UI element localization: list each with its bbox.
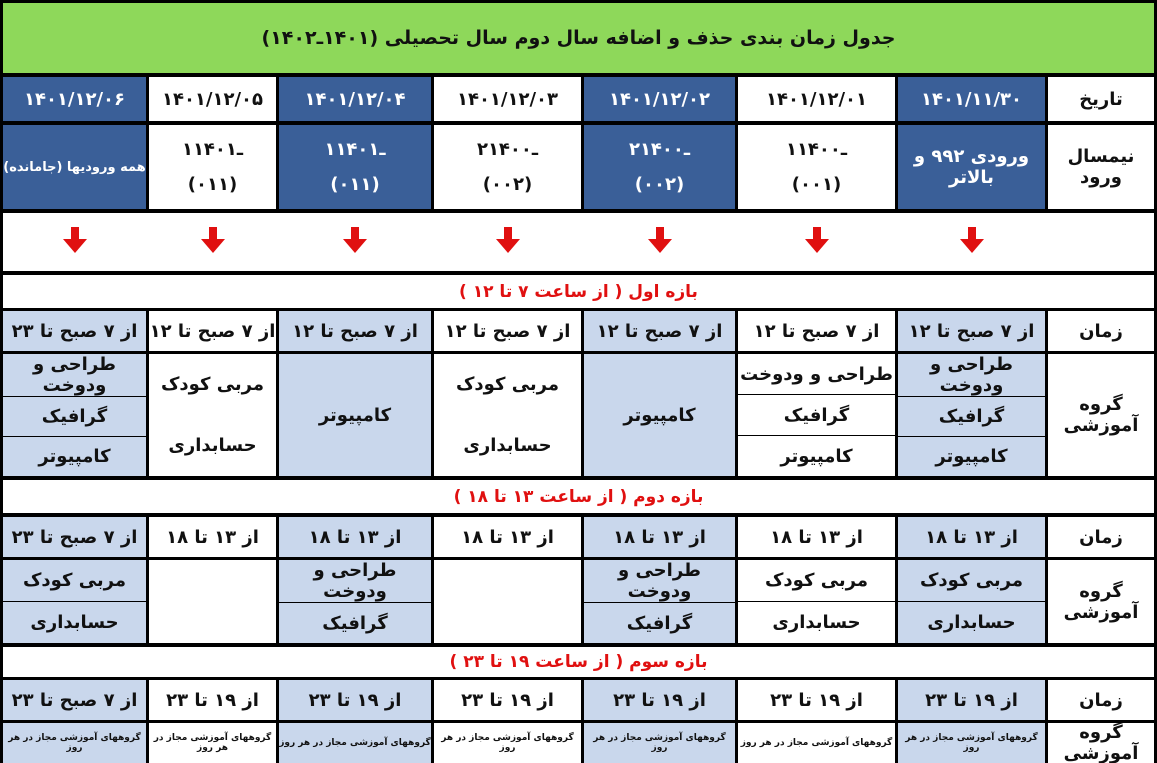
entry-line: ۲ـ۱۴۰۰ (476, 139, 539, 160)
group-item: گروههای آموزشی مجاز در هر روز (593, 733, 726, 753)
time-cell: از ۷ صبح تا ۱۲ (584, 311, 735, 351)
group-item: گروههای آموزشی مجاز در هر روز (441, 733, 574, 753)
group-cell (738, 560, 895, 643)
entry-line: ۱ـ۱۴۰۰ (785, 139, 848, 160)
time-cell: از ۷ صبح تا ۱۲ (898, 311, 1045, 351)
group-item: طراحی و ودوخت (33, 354, 116, 396)
group-label: گروه آموزشی (1048, 723, 1154, 763)
period-header: بازه دوم ( از ساعت ۱۳ تا ۱۸ ) (3, 480, 1154, 513)
time-label: زمان (1048, 311, 1154, 351)
time-cell: از ۱۳ تا ۱۸ (738, 517, 895, 557)
group-item: حسابداری (3, 601, 146, 643)
red-down-arrow-icon (199, 225, 227, 259)
entry-line: ورودی ۹۹۲ و بالاتر (913, 146, 1030, 188)
entry-cell (738, 125, 895, 209)
time-cell: از ۱۳ تا ۱۸ (898, 517, 1045, 557)
time-cell: از ۷ صبح تا ۱۲ (149, 311, 276, 351)
group-item: حسابداری (898, 601, 1045, 643)
entry-cell (279, 125, 431, 209)
group-item: حسابداری (168, 435, 257, 456)
time-cell: از ۷ صبح تا ۲۳ (3, 311, 146, 351)
table-title: جدول زمان بندی حذف و اضافه سال دوم سال تحصیلی (۱۴۰۱ـ۱۴۰۲) (3, 3, 1154, 73)
group-item: گرافیک (738, 394, 895, 435)
time-cell: از ۱۳ تا ۱۸ (279, 517, 431, 557)
group-cell (149, 354, 276, 476)
date-cell: ۱۴۰۱/۱۲/۰۱ (738, 77, 895, 121)
entry-line: ۱ـ۱۴۰۱ (181, 139, 244, 160)
group-item: گرافیک (584, 602, 735, 643)
group-item: گروههای آموزشی مجاز در هر روز (279, 738, 431, 748)
entry-code: (۰۱۱) (330, 174, 380, 195)
group-item: کامپیوتر (318, 404, 392, 426)
time-cell: از ۱۹ تا ۲۳ (738, 680, 895, 720)
time-cell: از ۷ صبح تا ۱۲ (434, 311, 581, 351)
group-item: گروههای آموزشی مجاز در هر روز (740, 738, 893, 748)
group-item: مربی کودک (765, 570, 868, 591)
date-cell: ۱۴۰۱/۱۲/۰۵ (149, 77, 276, 121)
group-item: طراحی و ودوخت (618, 560, 701, 602)
group-cell (3, 354, 146, 476)
group-cell (584, 354, 735, 476)
entry-cell (584, 125, 735, 209)
group-cell (279, 723, 431, 763)
group-item: طراحی و ودوخت (740, 363, 893, 385)
red-down-arrow-icon (61, 225, 89, 259)
time-cell: از ۱۹ تا ۲۳ (149, 680, 276, 720)
group-cell (3, 723, 146, 763)
date-cell: ۱۴۰۱/۱۲/۰۳ (434, 77, 581, 121)
group-item: طراحی و ودوخت (313, 560, 397, 602)
entry-line: ۲ـ۱۴۰۰ (628, 139, 691, 160)
group-label: گروه آموزشی (1048, 354, 1154, 476)
date-cell: ۱۴۰۱/۱۲/۰۲ (584, 77, 735, 121)
time-cell: از ۱۹ تا ۲۳ (898, 680, 1045, 720)
group-cell (279, 560, 431, 643)
entry-code: (۰۰۲) (634, 174, 685, 195)
date-cell: ۱۴۰۱/۱۲/۰۶ (3, 77, 146, 121)
group-item: کامپیوتر (3, 436, 146, 476)
entry-cell (3, 125, 146, 209)
time-cell: از ۱۹ تا ۲۳ (279, 680, 431, 720)
group-item: گروههای آموزشی مجاز در هر روز (8, 733, 141, 753)
group-item: مربی کودک (161, 374, 264, 395)
period-header: بازه سوم ( از ساعت ۱۹ تا ۲۳ ) (3, 647, 1154, 677)
group-item: طراحی و ودوخت (930, 354, 1013, 396)
entry-cell (898, 125, 1045, 209)
group-item: حسابداری (738, 601, 895, 643)
time-label: زمان (1048, 517, 1154, 557)
group-cell (149, 723, 276, 763)
entry-line: ۱ـ۱۴۰۱ (324, 139, 386, 160)
red-down-arrow-icon (494, 225, 522, 259)
group-cell (738, 354, 895, 476)
entry-line: همه ورودیها (جامانده) (3, 159, 146, 175)
red-down-arrow-icon (646, 225, 674, 259)
group-cell (149, 560, 276, 643)
group-cell (3, 560, 146, 643)
group-item: کامپیوتر (738, 435, 895, 476)
group-cell (279, 354, 431, 476)
date-cell: ۱۴۰۱/۱۱/۳۰ (898, 77, 1045, 121)
entry-label: نیمسال ورود (1048, 125, 1154, 209)
group-item: کامپیوتر (898, 436, 1045, 476)
period-header: بازه اول ( از ساعت ۷ تا ۱۲ ) (3, 275, 1154, 308)
group-item: حسابداری (463, 435, 552, 456)
time-cell: از ۷ صبح تا ۱۲ (738, 311, 895, 351)
group-item: گرافیک (898, 396, 1045, 436)
entry-cell (434, 125, 581, 209)
group-item: گرافیک (279, 602, 431, 643)
time-cell: از ۱۳ تا ۱۸ (149, 517, 276, 557)
group-cell (898, 560, 1045, 643)
group-cell (584, 560, 735, 643)
time-cell: از ۱۳ تا ۱۸ (584, 517, 735, 557)
time-cell: از ۷ صبح تا ۱۲ (279, 311, 431, 351)
time-cell: از ۷ صبح تا ۲۳ (3, 680, 146, 720)
group-cell (738, 723, 895, 763)
group-item: گروههای آموزشی مجاز در هر روز (153, 733, 272, 753)
time-cell: از ۱۹ تا ۲۳ (584, 680, 735, 720)
time-label: زمان (1048, 680, 1154, 720)
group-cell (584, 723, 735, 763)
group-label: گروه آموزشی (1048, 560, 1154, 643)
time-cell: از ۱۹ تا ۲۳ (434, 680, 581, 720)
group-cell (434, 354, 581, 476)
entry-cell (149, 125, 276, 209)
group-item: مربی کودک (920, 570, 1023, 591)
group-item: کامپیوتر (623, 404, 696, 426)
group-cell (898, 354, 1045, 476)
group-item: مربی کودک (23, 570, 126, 591)
entry-code: (۰۱۱) (187, 174, 238, 195)
group-item: مربی کودک (456, 374, 559, 395)
red-down-arrow-icon (803, 225, 831, 259)
red-down-arrow-icon (958, 225, 986, 259)
group-item: گرافیک (3, 396, 146, 436)
group-cell (434, 723, 581, 763)
time-cell: از ۷ صبح تا ۲۳ (3, 517, 146, 557)
time-cell: از ۱۳ تا ۱۸ (434, 517, 581, 557)
entry-code: (۰۰۲) (482, 174, 533, 195)
red-down-arrow-icon (341, 225, 369, 259)
group-cell (434, 560, 581, 643)
date-cell: ۱۴۰۱/۱۲/۰۴ (279, 77, 431, 121)
entry-code: (۰۰۱) (791, 174, 842, 195)
group-item: گروههای آموزشی مجاز در هر روز (905, 733, 1038, 753)
group-cell (898, 723, 1045, 763)
date-label: تاریخ (1048, 77, 1154, 121)
